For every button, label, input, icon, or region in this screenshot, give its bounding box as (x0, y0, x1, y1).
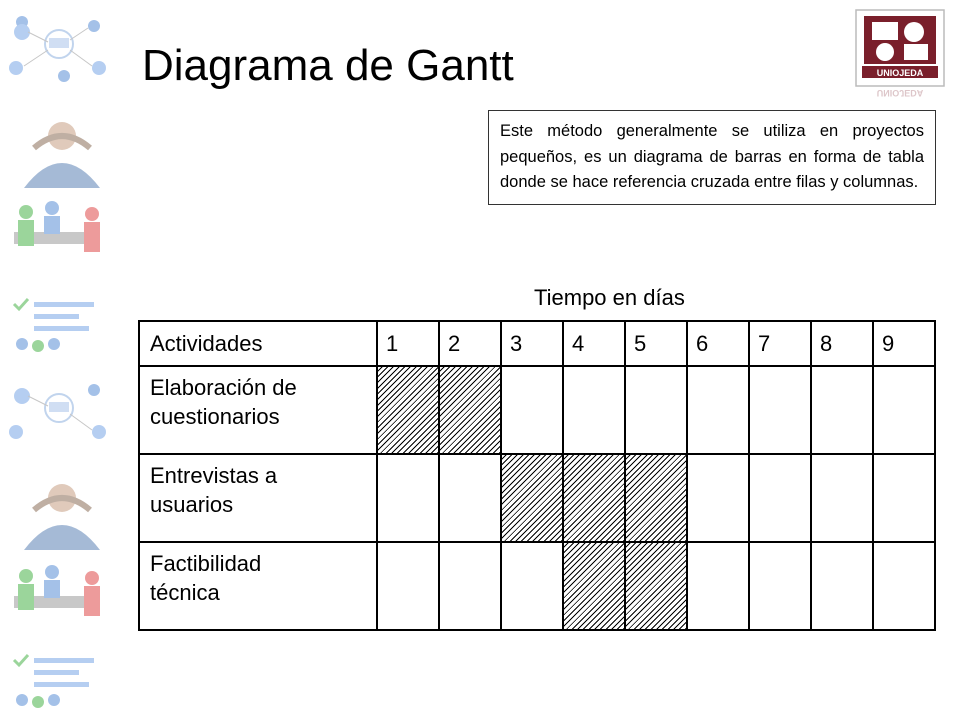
day-header: 7 (749, 321, 811, 366)
day-cell (749, 366, 811, 454)
uniojeda-logo (850, 8, 950, 100)
active-day-cell (625, 454, 687, 542)
meeting-people-icon-2 (4, 556, 114, 636)
network-diagram-icon (4, 8, 114, 88)
day-cell (687, 542, 749, 630)
activity-name-line2: usuarios (150, 492, 234, 517)
slide-title: Diagrama de Gantt (142, 41, 514, 90)
description-box: Este método generalmente se utiliza en proyectos pequeños, es un diagrama de barras en forma de tabla donde se hace referencia cruzada entre filas y columnas. (488, 110, 936, 205)
day-cell (501, 542, 563, 630)
activity-name (139, 366, 377, 454)
day-cell (811, 454, 873, 542)
meeting-people-icon (4, 192, 114, 272)
activity-name-line1: Factibilidad (150, 551, 262, 576)
day-header: 6 (687, 321, 749, 366)
day-cell (811, 366, 873, 454)
network-diagram-icon-2 (4, 372, 114, 452)
activity-name-line2: cuestionarios (150, 404, 280, 429)
table-header-row (139, 321, 935, 366)
day-header: 3 (501, 321, 563, 366)
active-day-cell (377, 366, 439, 454)
decorative-side-strip (0, 0, 120, 720)
activity-name-line2: técnica (150, 580, 220, 605)
time-axis-label: Tiempo en días (534, 285, 685, 310)
table-row (139, 366, 935, 454)
day-cell (377, 542, 439, 630)
day-header: 5 (625, 321, 687, 366)
day-cell (563, 366, 625, 454)
day-cell (687, 366, 749, 454)
day-cell (873, 366, 935, 454)
day-cell (625, 366, 687, 454)
day-header: 8 (811, 321, 873, 366)
checklist-icon-2 (4, 648, 114, 718)
day-cell (377, 454, 439, 542)
day-header: 9 (873, 321, 935, 366)
day-cell (749, 542, 811, 630)
day-header: 2 (439, 321, 501, 366)
day-cell (873, 542, 935, 630)
activity-name (139, 542, 377, 630)
logo-text: UNIOJEDA (876, 68, 924, 78)
activity-name (139, 454, 377, 542)
active-day-cell (439, 366, 501, 454)
gantt-table (138, 320, 936, 631)
active-day-cell (563, 454, 625, 542)
day-cell (501, 366, 563, 454)
person-thinking-icon (4, 118, 114, 188)
active-day-cell (625, 542, 687, 630)
day-cell (439, 454, 501, 542)
table-row (139, 454, 935, 542)
day-header: 4 (563, 321, 625, 366)
day-cell (811, 542, 873, 630)
activity-name-line1: Entrevistas a (150, 463, 278, 488)
active-day-cell (501, 454, 563, 542)
table-row (139, 542, 935, 630)
day-cell (687, 454, 749, 542)
person-thinking-icon-2 (4, 480, 114, 550)
activities-header: Actividades (139, 321, 377, 366)
day-header: 1 (377, 321, 439, 366)
svg-text:UNIOJEDA: UNIOJEDA (876, 88, 924, 98)
active-day-cell (563, 542, 625, 630)
day-cell (749, 454, 811, 542)
checklist-icon (4, 292, 114, 362)
day-cell (439, 542, 501, 630)
activity-name-line1: Elaboración de (150, 375, 297, 400)
day-cell (873, 454, 935, 542)
